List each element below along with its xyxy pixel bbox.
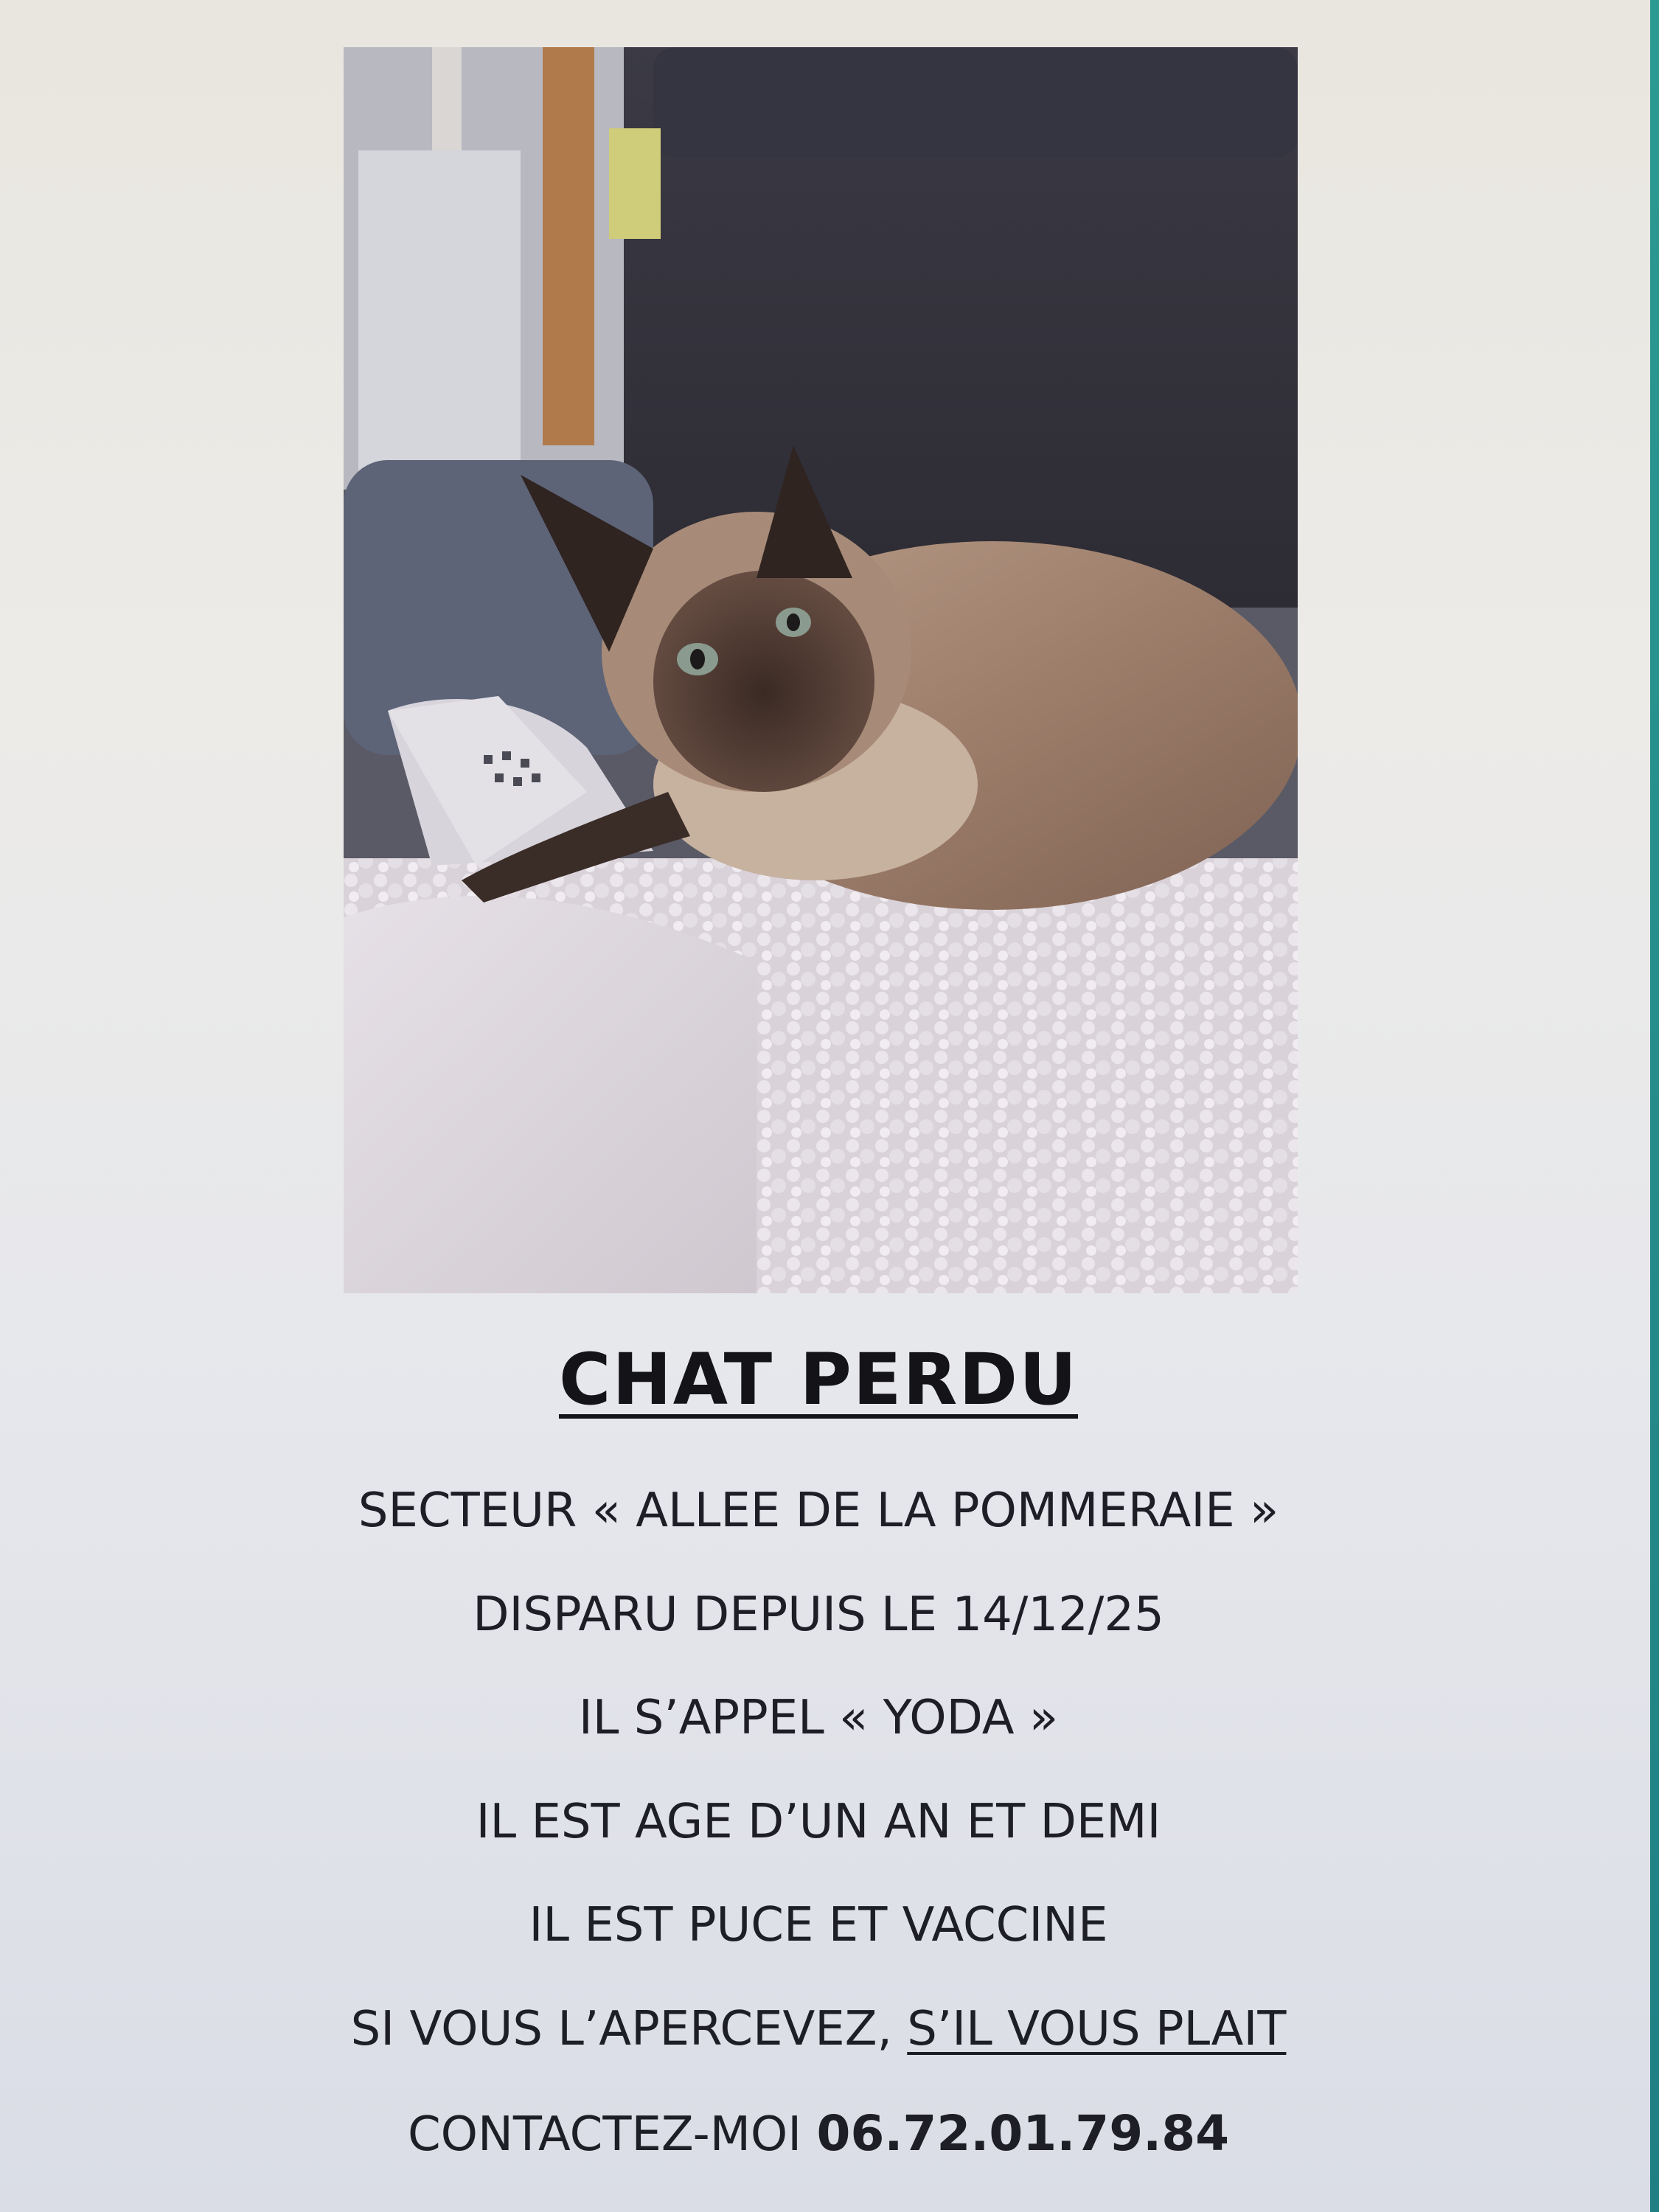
please-text: S’IL VOUS PLAIT <box>907 2002 1287 2056</box>
sector-line: SECTEUR « ALLEE DE LA POMMERAIE » <box>358 1484 1279 1538</box>
contact-text: CONTACTEZ-MOI <box>407 2107 802 2162</box>
if-seen-line <box>0 2002 1637 2056</box>
cat-photo <box>344 47 1298 1293</box>
poster-title: CHAT PERDU <box>558 1338 1079 1421</box>
cat-name-line: IL S’APPEL « YODA » <box>578 1691 1059 1745</box>
background-teal-edge <box>1650 0 1659 2212</box>
cat-age-line: IL EST AGE D’UN AN ET DEMI <box>476 1795 1161 1849</box>
missing-since-line: DISPARU DEPUIS LE 14/12/25 <box>473 1587 1164 1642</box>
if-seen-text: SI VOUS L’APERCEVEZ, <box>350 2002 892 2056</box>
chip-vaccine-line: IL EST PUCE ET VACCINE <box>529 1898 1108 1952</box>
contact-line <box>0 2105 1637 2162</box>
phone-number[interactable]: 06.72.01.79.84 <box>816 2105 1230 2162</box>
